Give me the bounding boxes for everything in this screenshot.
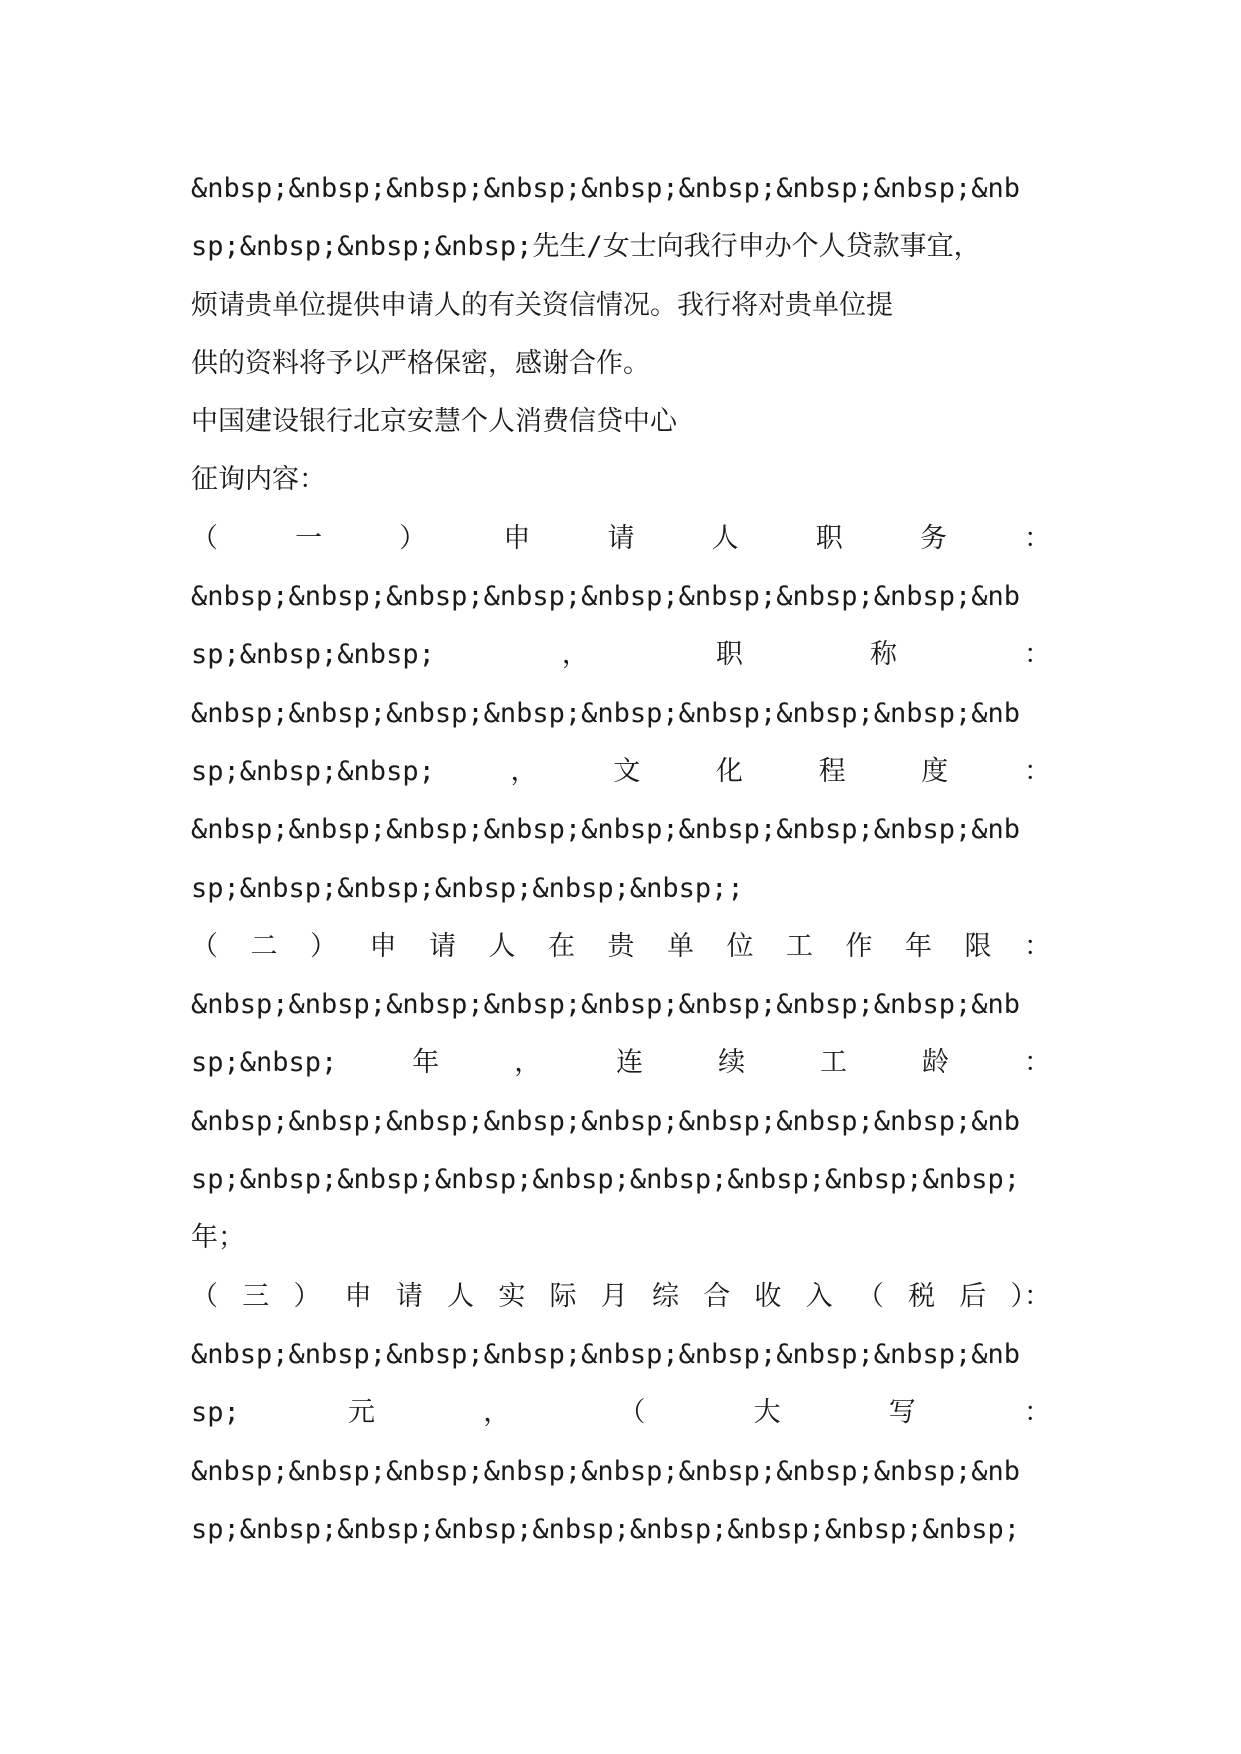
text-segment: 大 [753,1397,781,1429]
text-segment: sp; [191,1397,240,1429]
text-line: &nbsp;&nbsp;&nbsp;&nbsp;&nbsp;&nbsp;&nbsp;&nbsp;&nb [191,989,1021,1021]
title-label-line [191,626,1051,684]
text-segment: ： [1023,755,1051,787]
letter-body [191,160,1051,1559]
text-line: &nbsp;&nbsp;&nbsp;&nbsp;&nbsp;&nbsp;&nbsp;&nbsp;&nb [191,581,1021,613]
text-segment: 际 [549,1280,577,1312]
text-segment: 三 [242,1280,270,1312]
text-segment: 请 [395,1280,423,1312]
text-segment: ， [483,1397,511,1429]
text-segment: 职 [815,522,843,554]
text-segment: 综 [651,1280,679,1312]
text-line: sp;&nbsp;&nbsp;&nbsp;&nbsp;&nbsp;&nbsp;&nbsp;&nbsp; [191,1164,1021,1196]
text-segment: sp;&nbsp;&nbsp; [191,639,435,671]
text-segment: 年 [412,1047,440,1079]
text-segment: 人 [711,522,739,554]
text-segment: 工 [786,930,813,962]
text-segment: 收 [754,1280,782,1312]
text-segment: 文 [613,755,641,787]
text-segment: 入 [805,1280,833,1312]
text-segment: ： [1024,522,1051,554]
inquiry-heading: 征询内容： [191,464,326,496]
text-segment: ）： [1010,1280,1051,1312]
text-line: &nbsp;&nbsp;&nbsp;&nbsp;&nbsp;&nbsp;&nbsp;&nbsp;&nb [191,697,1021,729]
text-line: &nbsp;&nbsp;&nbsp;&nbsp;&nbsp;&nbsp;&nbsp;&nbsp;&nb [191,814,1021,846]
text-segment: 贵 [607,930,635,962]
text-segment: 在 [548,930,575,962]
text-segment: ） [399,522,427,554]
text-segment: （ [856,1280,884,1312]
text-segment: ， [514,1047,542,1079]
text-segment: 人 [447,1280,475,1312]
text-segment: 请 [429,930,456,962]
text-segment: 税 [908,1280,936,1312]
text-segment: 申 [503,522,531,554]
text-segment: sp;&nbsp; [191,1047,338,1079]
text-segment: ， [561,639,589,671]
text-segment: 称 [869,639,897,671]
text-segment: 后 [959,1280,987,1312]
text-line: &nbsp;&nbsp;&nbsp;&nbsp;&nbsp;&nbsp;&nbsp;&nbsp;&nb [191,1338,1021,1370]
text-segment: 二 [250,930,278,962]
seniority-label-line [191,1034,1051,1092]
text-segment: 职 [715,639,743,671]
text-segment: （ [191,930,218,962]
text-segment: ： [1024,1397,1051,1429]
text-segment: ， [510,755,538,787]
text-segment: ） [293,1280,321,1312]
text-segment: sp;&nbsp;&nbsp; [191,755,435,787]
text-segment: 请 [607,522,635,554]
text-line: 年； [191,1222,245,1254]
text-segment: 连 [616,1047,644,1079]
text-segment: 化 [715,755,743,787]
text-segment: 工 [820,1047,848,1079]
text-segment: ） [310,930,337,962]
item-2-tenure-label [191,918,1051,976]
text-segment: 人 [488,930,516,962]
text-line: sp;&nbsp;&nbsp;&nbsp;&nbsp;&nbsp;&nbsp;&nbsp;&nbsp; [191,1513,1021,1545]
text-segment: 合 [703,1280,731,1312]
text-segment: 单 [667,930,694,962]
text-segment: 元 [347,1397,375,1429]
text-line: 供的资料将予以严格保密，感谢合作。 [191,347,650,379]
text-segment: 实 [498,1280,526,1312]
text-segment: 度 [921,755,949,787]
amount-label-line [191,1384,1051,1442]
text-line: &nbsp;&nbsp;&nbsp;&nbsp;&nbsp;&nbsp;&nbsp;&nbsp;&nb [191,173,1021,204]
text-segment: 申 [344,1280,372,1312]
item-1-position-label [191,510,1051,568]
text-segment: （ [191,1280,218,1312]
text-segment: 限 [964,930,992,962]
text-segment: 务 [919,522,947,554]
text-segment: 年 [905,930,932,962]
text-segment: 程 [818,755,846,787]
text-line: 烦请贵单位提供申请人的有关资信情况。我行将对贵单位提 [191,289,893,321]
text-segment: ： [1024,930,1051,962]
text-segment: 续 [718,1047,746,1079]
education-label-line [191,743,1051,801]
text-segment: ： [1023,1047,1051,1079]
text-segment: 龄 [922,1047,950,1079]
text-segment: 写 [888,1397,916,1429]
text-segment: 月 [600,1280,628,1312]
text-segment: （ [191,522,218,554]
text-segment: 申 [369,930,397,962]
item-3-income-label [191,1268,1051,1326]
text-line: &nbsp;&nbsp;&nbsp;&nbsp;&nbsp;&nbsp;&nbsp;&nbsp;&nb [191,1455,1021,1487]
text-line: sp;&nbsp;&nbsp;&nbsp;&nbsp;&nbsp;; [191,872,744,904]
text-segment: 一 [295,522,323,554]
bank-center-name: 中国建设银行北京安慧个人消费信贷中心 [191,406,677,438]
text-segment: （ [618,1397,646,1429]
text-segment: 作 [845,930,873,962]
text-line: &nbsp;&nbsp;&nbsp;&nbsp;&nbsp;&nbsp;&nbsp;&nbsp;&nb [191,1105,1021,1137]
text-line: sp;&nbsp;&nbsp;&nbsp;先生/女士向我行申办个人贷款事宜， [191,231,981,263]
text-segment: 位 [726,930,754,962]
text-segment: ： [1023,639,1051,671]
